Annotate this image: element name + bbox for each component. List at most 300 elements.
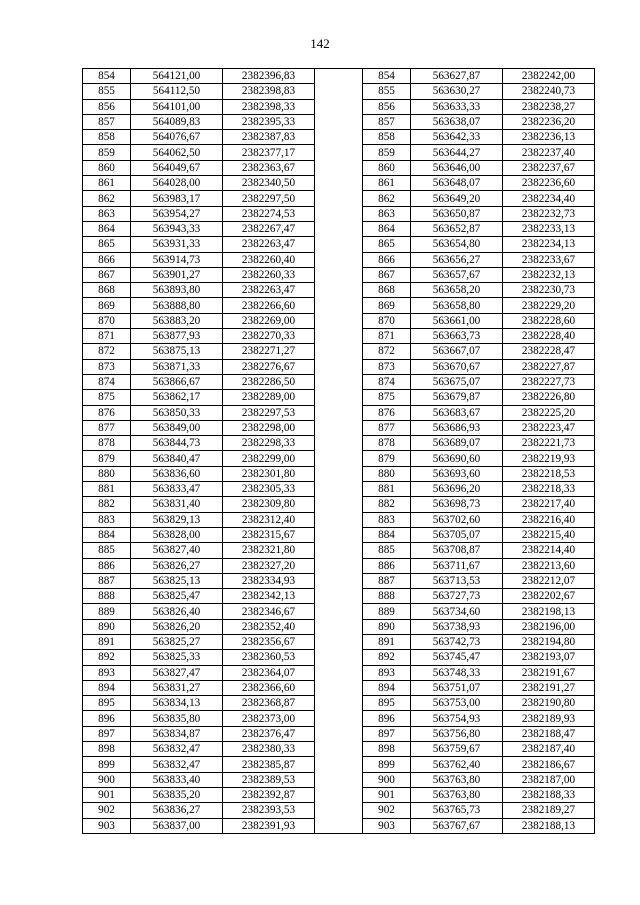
page-number: 142 [310, 36, 330, 51]
right-point-number-cell: 861 [363, 176, 411, 191]
left-point-number-cell: 860 [83, 160, 131, 175]
left-x-coordinate-cell: 563893,80 [131, 283, 223, 298]
column-gap [315, 436, 363, 451]
table-row [83, 466, 595, 481]
column-gap [315, 99, 363, 114]
right-point-number-cell: 864 [363, 221, 411, 236]
left-x-coordinate-cell: 563931,33 [131, 237, 223, 252]
coordinates-table [82, 68, 595, 834]
column-gap [315, 619, 363, 634]
right-x-coordinate-cell: 563646,00 [411, 160, 503, 175]
right-x-coordinate-cell: 563686,93 [411, 420, 503, 435]
column-gap [315, 604, 363, 619]
left-point-number-cell: 881 [83, 482, 131, 497]
right-point-number-cell: 863 [363, 206, 411, 221]
table-row [83, 237, 595, 252]
table-row [83, 160, 595, 175]
right-y-coordinate-cell: 2382219,93 [503, 451, 595, 466]
right-x-coordinate-cell: 563763,80 [411, 772, 503, 787]
table-row [83, 176, 595, 191]
left-x-coordinate-cell: 564049,67 [131, 160, 223, 175]
left-x-coordinate-cell: 563943,33 [131, 221, 223, 236]
right-x-coordinate-cell: 563656,27 [411, 252, 503, 267]
right-y-coordinate-cell: 2382226,80 [503, 390, 595, 405]
column-gap [315, 344, 363, 359]
right-point-number-cell: 878 [363, 436, 411, 451]
left-y-coordinate-cell: 2382391,93 [223, 818, 315, 833]
column-gap [315, 221, 363, 236]
left-point-number-cell: 902 [83, 803, 131, 818]
left-y-coordinate-cell: 2382312,40 [223, 512, 315, 527]
right-y-coordinate-cell: 2382187,40 [503, 742, 595, 757]
table-row [83, 497, 595, 512]
left-point-number-cell: 861 [83, 176, 131, 191]
right-x-coordinate-cell: 563742,73 [411, 634, 503, 649]
right-point-number-cell: 855 [363, 84, 411, 99]
right-point-number-cell: 876 [363, 405, 411, 420]
table-row [83, 512, 595, 527]
right-y-coordinate-cell: 2382216,40 [503, 512, 595, 527]
table-row [83, 787, 595, 802]
column-gap [315, 130, 363, 145]
column-gap [315, 374, 363, 389]
right-y-coordinate-cell: 2382234,13 [503, 237, 595, 252]
right-point-number-cell: 868 [363, 283, 411, 298]
left-point-number-cell: 880 [83, 466, 131, 481]
left-y-coordinate-cell: 2382368,87 [223, 696, 315, 711]
left-y-coordinate-cell: 2382305,33 [223, 482, 315, 497]
left-y-coordinate-cell: 2382274,53 [223, 206, 315, 221]
table-row [83, 99, 595, 114]
right-x-coordinate-cell: 563630,27 [411, 84, 503, 99]
column-gap [315, 711, 363, 726]
table-row [83, 482, 595, 497]
left-point-number-cell: 892 [83, 650, 131, 665]
column-gap [315, 818, 363, 833]
right-point-number-cell: 899 [363, 757, 411, 772]
right-point-number-cell: 871 [363, 329, 411, 344]
table-row [83, 267, 595, 282]
left-x-coordinate-cell: 563825,13 [131, 573, 223, 588]
right-x-coordinate-cell: 563658,80 [411, 298, 503, 313]
table-row [83, 69, 595, 84]
table-row [83, 680, 595, 695]
left-x-coordinate-cell: 564089,83 [131, 114, 223, 129]
table-row [83, 818, 595, 833]
column-gap [315, 558, 363, 573]
left-point-number-cell: 866 [83, 252, 131, 267]
right-x-coordinate-cell: 563627,87 [411, 69, 503, 84]
table-row [83, 665, 595, 680]
left-x-coordinate-cell: 564062,50 [131, 145, 223, 160]
left-y-coordinate-cell: 2382260,33 [223, 267, 315, 282]
left-x-coordinate-cell: 563862,17 [131, 390, 223, 405]
left-y-coordinate-cell: 2382363,67 [223, 160, 315, 175]
column-gap [315, 267, 363, 282]
right-point-number-cell: 872 [363, 344, 411, 359]
left-point-number-cell: 889 [83, 604, 131, 619]
left-x-coordinate-cell: 564112,50 [131, 84, 223, 99]
column-gap [315, 283, 363, 298]
right-x-coordinate-cell: 563693,60 [411, 466, 503, 481]
left-y-coordinate-cell: 2382299,00 [223, 451, 315, 466]
right-y-coordinate-cell: 2382228,40 [503, 329, 595, 344]
left-y-coordinate-cell: 2382269,00 [223, 313, 315, 328]
right-point-number-cell: 856 [363, 99, 411, 114]
right-point-number-cell: 884 [363, 527, 411, 542]
left-y-coordinate-cell: 2382398,83 [223, 84, 315, 99]
coordinates-table-body [83, 69, 595, 834]
right-point-number-cell: 874 [363, 374, 411, 389]
left-y-coordinate-cell: 2382297,50 [223, 191, 315, 206]
right-y-coordinate-cell: 2382236,20 [503, 114, 595, 129]
left-y-coordinate-cell: 2382276,67 [223, 359, 315, 374]
table-row [83, 527, 595, 542]
right-x-coordinate-cell: 563727,73 [411, 589, 503, 604]
left-y-coordinate-cell: 2382266,60 [223, 298, 315, 313]
left-point-number-cell: 862 [83, 191, 131, 206]
right-point-number-cell: 896 [363, 711, 411, 726]
left-point-number-cell: 888 [83, 589, 131, 604]
left-point-number-cell: 891 [83, 634, 131, 649]
column-gap [315, 696, 363, 711]
column-gap [315, 742, 363, 757]
left-x-coordinate-cell: 563825,27 [131, 634, 223, 649]
table-row [83, 619, 595, 634]
right-x-coordinate-cell: 563650,87 [411, 206, 503, 221]
right-point-number-cell: 870 [363, 313, 411, 328]
right-point-number-cell: 901 [363, 787, 411, 802]
table-row [83, 221, 595, 236]
left-y-coordinate-cell: 2382389,53 [223, 772, 315, 787]
left-x-coordinate-cell: 563826,40 [131, 604, 223, 619]
left-x-coordinate-cell: 563834,13 [131, 696, 223, 711]
table-row [83, 374, 595, 389]
right-y-coordinate-cell: 2382190,80 [503, 696, 595, 711]
right-y-coordinate-cell: 2382196,00 [503, 619, 595, 634]
left-point-number-cell: 879 [83, 451, 131, 466]
column-gap [315, 726, 363, 741]
left-point-number-cell: 857 [83, 114, 131, 129]
table-row [83, 772, 595, 787]
column-gap [315, 206, 363, 221]
table-row [83, 420, 595, 435]
left-x-coordinate-cell: 563914,73 [131, 252, 223, 267]
right-x-coordinate-cell: 563658,20 [411, 283, 503, 298]
table-row [83, 650, 595, 665]
right-x-coordinate-cell: 563683,67 [411, 405, 503, 420]
right-point-number-cell: 888 [363, 589, 411, 604]
right-x-coordinate-cell: 563663,73 [411, 329, 503, 344]
table-row [83, 145, 595, 160]
right-point-number-cell: 889 [363, 604, 411, 619]
left-y-coordinate-cell: 2382392,87 [223, 787, 315, 802]
left-point-number-cell: 859 [83, 145, 131, 160]
right-point-number-cell: 902 [363, 803, 411, 818]
left-x-coordinate-cell: 563825,33 [131, 650, 223, 665]
right-x-coordinate-cell: 563679,87 [411, 390, 503, 405]
right-x-coordinate-cell: 563705,07 [411, 527, 503, 542]
left-x-coordinate-cell: 563826,20 [131, 619, 223, 634]
table-row [83, 329, 595, 344]
right-point-number-cell: 860 [363, 160, 411, 175]
left-x-coordinate-cell: 563836,27 [131, 803, 223, 818]
right-point-number-cell: 873 [363, 359, 411, 374]
column-gap [315, 665, 363, 680]
column-gap [315, 482, 363, 497]
left-point-number-cell: 886 [83, 558, 131, 573]
left-point-number-cell: 865 [83, 237, 131, 252]
left-point-number-cell: 896 [83, 711, 131, 726]
left-y-coordinate-cell: 2382321,80 [223, 543, 315, 558]
left-y-coordinate-cell: 2382387,83 [223, 130, 315, 145]
column-gap [315, 512, 363, 527]
right-point-number-cell: 903 [363, 818, 411, 833]
left-y-coordinate-cell: 2382270,33 [223, 329, 315, 344]
left-x-coordinate-cell: 563875,13 [131, 344, 223, 359]
right-y-coordinate-cell: 2382217,40 [503, 497, 595, 512]
left-x-coordinate-cell: 563832,47 [131, 742, 223, 757]
left-point-number-cell: 871 [83, 329, 131, 344]
right-point-number-cell: 895 [363, 696, 411, 711]
right-x-coordinate-cell: 563644,27 [411, 145, 503, 160]
left-y-coordinate-cell: 2382385,87 [223, 757, 315, 772]
left-y-coordinate-cell: 2382298,33 [223, 436, 315, 451]
right-point-number-cell: 867 [363, 267, 411, 282]
column-gap [315, 680, 363, 695]
left-x-coordinate-cell: 563833,47 [131, 482, 223, 497]
right-y-coordinate-cell: 2382225,20 [503, 405, 595, 420]
column-gap [315, 405, 363, 420]
left-point-number-cell: 900 [83, 772, 131, 787]
right-x-coordinate-cell: 563675,07 [411, 374, 503, 389]
table-row [83, 436, 595, 451]
right-point-number-cell: 865 [363, 237, 411, 252]
right-y-coordinate-cell: 2382238,27 [503, 99, 595, 114]
right-y-coordinate-cell: 2382242,00 [503, 69, 595, 84]
left-point-number-cell: 875 [83, 390, 131, 405]
column-gap [315, 191, 363, 206]
right-y-coordinate-cell: 2382236,60 [503, 176, 595, 191]
right-y-coordinate-cell: 2382223,47 [503, 420, 595, 435]
left-x-coordinate-cell: 563849,00 [131, 420, 223, 435]
left-y-coordinate-cell: 2382373,00 [223, 711, 315, 726]
right-x-coordinate-cell: 563748,33 [411, 665, 503, 680]
left-point-number-cell: 876 [83, 405, 131, 420]
left-x-coordinate-cell: 563825,47 [131, 589, 223, 604]
left-y-coordinate-cell: 2382263,47 [223, 283, 315, 298]
column-gap [315, 451, 363, 466]
right-y-coordinate-cell: 2382188,33 [503, 787, 595, 802]
left-y-coordinate-cell: 2382297,53 [223, 405, 315, 420]
left-x-coordinate-cell: 563844,73 [131, 436, 223, 451]
right-y-coordinate-cell: 2382229,20 [503, 298, 595, 313]
left-point-number-cell: 877 [83, 420, 131, 435]
table-row [83, 451, 595, 466]
left-y-coordinate-cell: 2382289,00 [223, 390, 315, 405]
left-x-coordinate-cell: 563827,47 [131, 665, 223, 680]
right-point-number-cell: 883 [363, 512, 411, 527]
left-x-coordinate-cell: 563850,33 [131, 405, 223, 420]
column-gap [315, 176, 363, 191]
table-row [83, 191, 595, 206]
left-x-coordinate-cell: 563831,40 [131, 497, 223, 512]
table-row [83, 573, 595, 588]
right-point-number-cell: 881 [363, 482, 411, 497]
column-gap [315, 497, 363, 512]
right-y-coordinate-cell: 2382189,93 [503, 711, 595, 726]
column-gap [315, 69, 363, 84]
left-y-coordinate-cell: 2382342,13 [223, 589, 315, 604]
left-point-number-cell: 883 [83, 512, 131, 527]
right-x-coordinate-cell: 563765,73 [411, 803, 503, 818]
left-point-number-cell: 884 [83, 527, 131, 542]
left-x-coordinate-cell: 563828,00 [131, 527, 223, 542]
left-x-coordinate-cell: 563888,80 [131, 298, 223, 313]
left-y-coordinate-cell: 2382334,93 [223, 573, 315, 588]
left-x-coordinate-cell: 563835,80 [131, 711, 223, 726]
left-x-coordinate-cell: 563877,93 [131, 329, 223, 344]
right-x-coordinate-cell: 563751,07 [411, 680, 503, 695]
left-x-coordinate-cell: 563837,00 [131, 818, 223, 833]
right-x-coordinate-cell: 563756,80 [411, 726, 503, 741]
left-y-coordinate-cell: 2382376,47 [223, 726, 315, 741]
right-y-coordinate-cell: 2382191,27 [503, 680, 595, 695]
column-gap [315, 589, 363, 604]
left-y-coordinate-cell: 2382340,50 [223, 176, 315, 191]
left-point-number-cell: 894 [83, 680, 131, 695]
right-x-coordinate-cell: 563670,67 [411, 359, 503, 374]
left-x-coordinate-cell: 564028,00 [131, 176, 223, 191]
table-row [83, 558, 595, 573]
right-point-number-cell: 880 [363, 466, 411, 481]
left-y-coordinate-cell: 2382398,33 [223, 99, 315, 114]
table-row [83, 298, 595, 313]
right-x-coordinate-cell: 563753,00 [411, 696, 503, 711]
table-row [83, 543, 595, 558]
left-y-coordinate-cell: 2382309,80 [223, 497, 315, 512]
column-gap [315, 787, 363, 802]
left-y-coordinate-cell: 2382286,50 [223, 374, 315, 389]
right-point-number-cell: 854 [363, 69, 411, 84]
left-y-coordinate-cell: 2382327,20 [223, 558, 315, 573]
left-point-number-cell: 863 [83, 206, 131, 221]
right-x-coordinate-cell: 563713,53 [411, 573, 503, 588]
right-point-number-cell: 891 [363, 634, 411, 649]
left-point-number-cell: 890 [83, 619, 131, 634]
table-row [83, 344, 595, 359]
left-point-number-cell: 885 [83, 543, 131, 558]
right-x-coordinate-cell: 563698,73 [411, 497, 503, 512]
left-y-coordinate-cell: 2382364,07 [223, 665, 315, 680]
column-gap [315, 543, 363, 558]
right-x-coordinate-cell: 563763,80 [411, 787, 503, 802]
table-row [83, 634, 595, 649]
column-gap [315, 298, 363, 313]
left-x-coordinate-cell: 563835,20 [131, 787, 223, 802]
right-y-coordinate-cell: 2382198,13 [503, 604, 595, 619]
right-point-number-cell: 877 [363, 420, 411, 435]
left-x-coordinate-cell: 564076,67 [131, 130, 223, 145]
left-y-coordinate-cell: 2382271,27 [223, 344, 315, 359]
column-gap [315, 527, 363, 542]
right-y-coordinate-cell: 2382227,87 [503, 359, 595, 374]
right-y-coordinate-cell: 2382202,67 [503, 589, 595, 604]
table-row [83, 696, 595, 711]
right-y-coordinate-cell: 2382188,47 [503, 726, 595, 741]
right-x-coordinate-cell: 563633,33 [411, 99, 503, 114]
right-y-coordinate-cell: 2382230,73 [503, 283, 595, 298]
right-x-coordinate-cell: 563734,60 [411, 604, 503, 619]
left-y-coordinate-cell: 2382356,67 [223, 634, 315, 649]
column-gap [315, 573, 363, 588]
column-gap [315, 772, 363, 787]
left-y-coordinate-cell: 2382393,53 [223, 803, 315, 818]
right-point-number-cell: 879 [363, 451, 411, 466]
table-row [83, 405, 595, 420]
left-y-coordinate-cell: 2382346,67 [223, 604, 315, 619]
right-y-coordinate-cell: 2382232,13 [503, 267, 595, 282]
table-row [83, 757, 595, 772]
right-x-coordinate-cell: 563652,87 [411, 221, 503, 236]
right-x-coordinate-cell: 563762,40 [411, 757, 503, 772]
column-gap [315, 359, 363, 374]
right-y-coordinate-cell: 2382236,13 [503, 130, 595, 145]
right-y-coordinate-cell: 2382188,13 [503, 818, 595, 833]
right-y-coordinate-cell: 2382232,73 [503, 206, 595, 221]
column-gap [315, 390, 363, 405]
right-y-coordinate-cell: 2382218,53 [503, 466, 595, 481]
right-x-coordinate-cell: 563711,67 [411, 558, 503, 573]
left-y-coordinate-cell: 2382301,80 [223, 466, 315, 481]
left-y-coordinate-cell: 2382352,40 [223, 619, 315, 634]
table-row [83, 252, 595, 267]
left-point-number-cell: 901 [83, 787, 131, 802]
right-x-coordinate-cell: 563702,60 [411, 512, 503, 527]
right-x-coordinate-cell: 563690,60 [411, 451, 503, 466]
left-point-number-cell: 854 [83, 69, 131, 84]
right-x-coordinate-cell: 563696,20 [411, 482, 503, 497]
left-x-coordinate-cell: 563831,27 [131, 680, 223, 695]
right-point-number-cell: 892 [363, 650, 411, 665]
left-point-number-cell: 870 [83, 313, 131, 328]
column-gap [315, 803, 363, 818]
right-point-number-cell: 890 [363, 619, 411, 634]
left-point-number-cell: 878 [83, 436, 131, 451]
right-point-number-cell: 859 [363, 145, 411, 160]
right-point-number-cell: 897 [363, 726, 411, 741]
left-x-coordinate-cell: 563832,47 [131, 757, 223, 772]
right-x-coordinate-cell: 563689,07 [411, 436, 503, 451]
right-point-number-cell: 882 [363, 497, 411, 512]
table-row [83, 604, 595, 619]
column-gap [315, 313, 363, 328]
column-gap [315, 145, 363, 160]
left-point-number-cell: 897 [83, 726, 131, 741]
left-y-coordinate-cell: 2382380,33 [223, 742, 315, 757]
right-x-coordinate-cell: 563657,67 [411, 267, 503, 282]
left-y-coordinate-cell: 2382267,47 [223, 221, 315, 236]
left-point-number-cell: 873 [83, 359, 131, 374]
table-row [83, 313, 595, 328]
right-point-number-cell: 858 [363, 130, 411, 145]
right-y-coordinate-cell: 2382218,33 [503, 482, 595, 497]
table-row [83, 726, 595, 741]
right-x-coordinate-cell: 563638,07 [411, 114, 503, 129]
right-point-number-cell: 900 [363, 772, 411, 787]
left-y-coordinate-cell: 2382260,40 [223, 252, 315, 267]
left-point-number-cell: 869 [83, 298, 131, 313]
